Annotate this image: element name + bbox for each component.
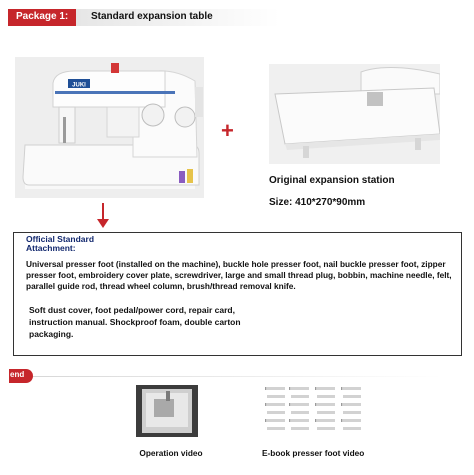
station-title: Original expansion station (269, 175, 395, 186)
station-size: Size: 410*270*90mm (269, 197, 366, 208)
package-banner (8, 9, 280, 26)
end-badge (9, 369, 33, 383)
operation-video-label: Operation video (139, 448, 203, 458)
package-title-bar (76, 9, 280, 26)
attachment-list: Universal presser foot (installed on the machine), buckle hole presser foot, nail buckle presser foot, zipper presser foot, embroidery cover plate, screwdriver, large and small thread plug, bobbin, machine needle, felt, parallel guide rod, thread wheel column, brush/thread removal knife. (26, 259, 452, 291)
plus-icon: + (221, 118, 234, 143)
expansion-station-photo (269, 64, 440, 164)
down-arrow-icon (97, 219, 109, 228)
sewing-machine-photo (15, 57, 204, 198)
brand-logo: JUKI (72, 82, 86, 89)
package-tag-label: Package 1: (16, 11, 69, 22)
package-tag (8, 9, 76, 26)
attachment-box (13, 232, 462, 356)
attachment-title: Official Standard Attachment: (26, 234, 95, 253)
ebook-video-label: E-book presser foot video (262, 448, 365, 458)
ebook-video-thumbnail[interactable] (265, 385, 366, 436)
attachment-extras: Soft dust cover, foot pedal/power cord, repair card, instruction manual. Shockproof foam, double carton packaging. (29, 305, 241, 339)
section-divider (12, 376, 442, 377)
package-title: Standard expansion table (91, 11, 213, 22)
end-badge-label: end (10, 370, 25, 379)
operation-video-thumbnail[interactable] (136, 385, 198, 437)
